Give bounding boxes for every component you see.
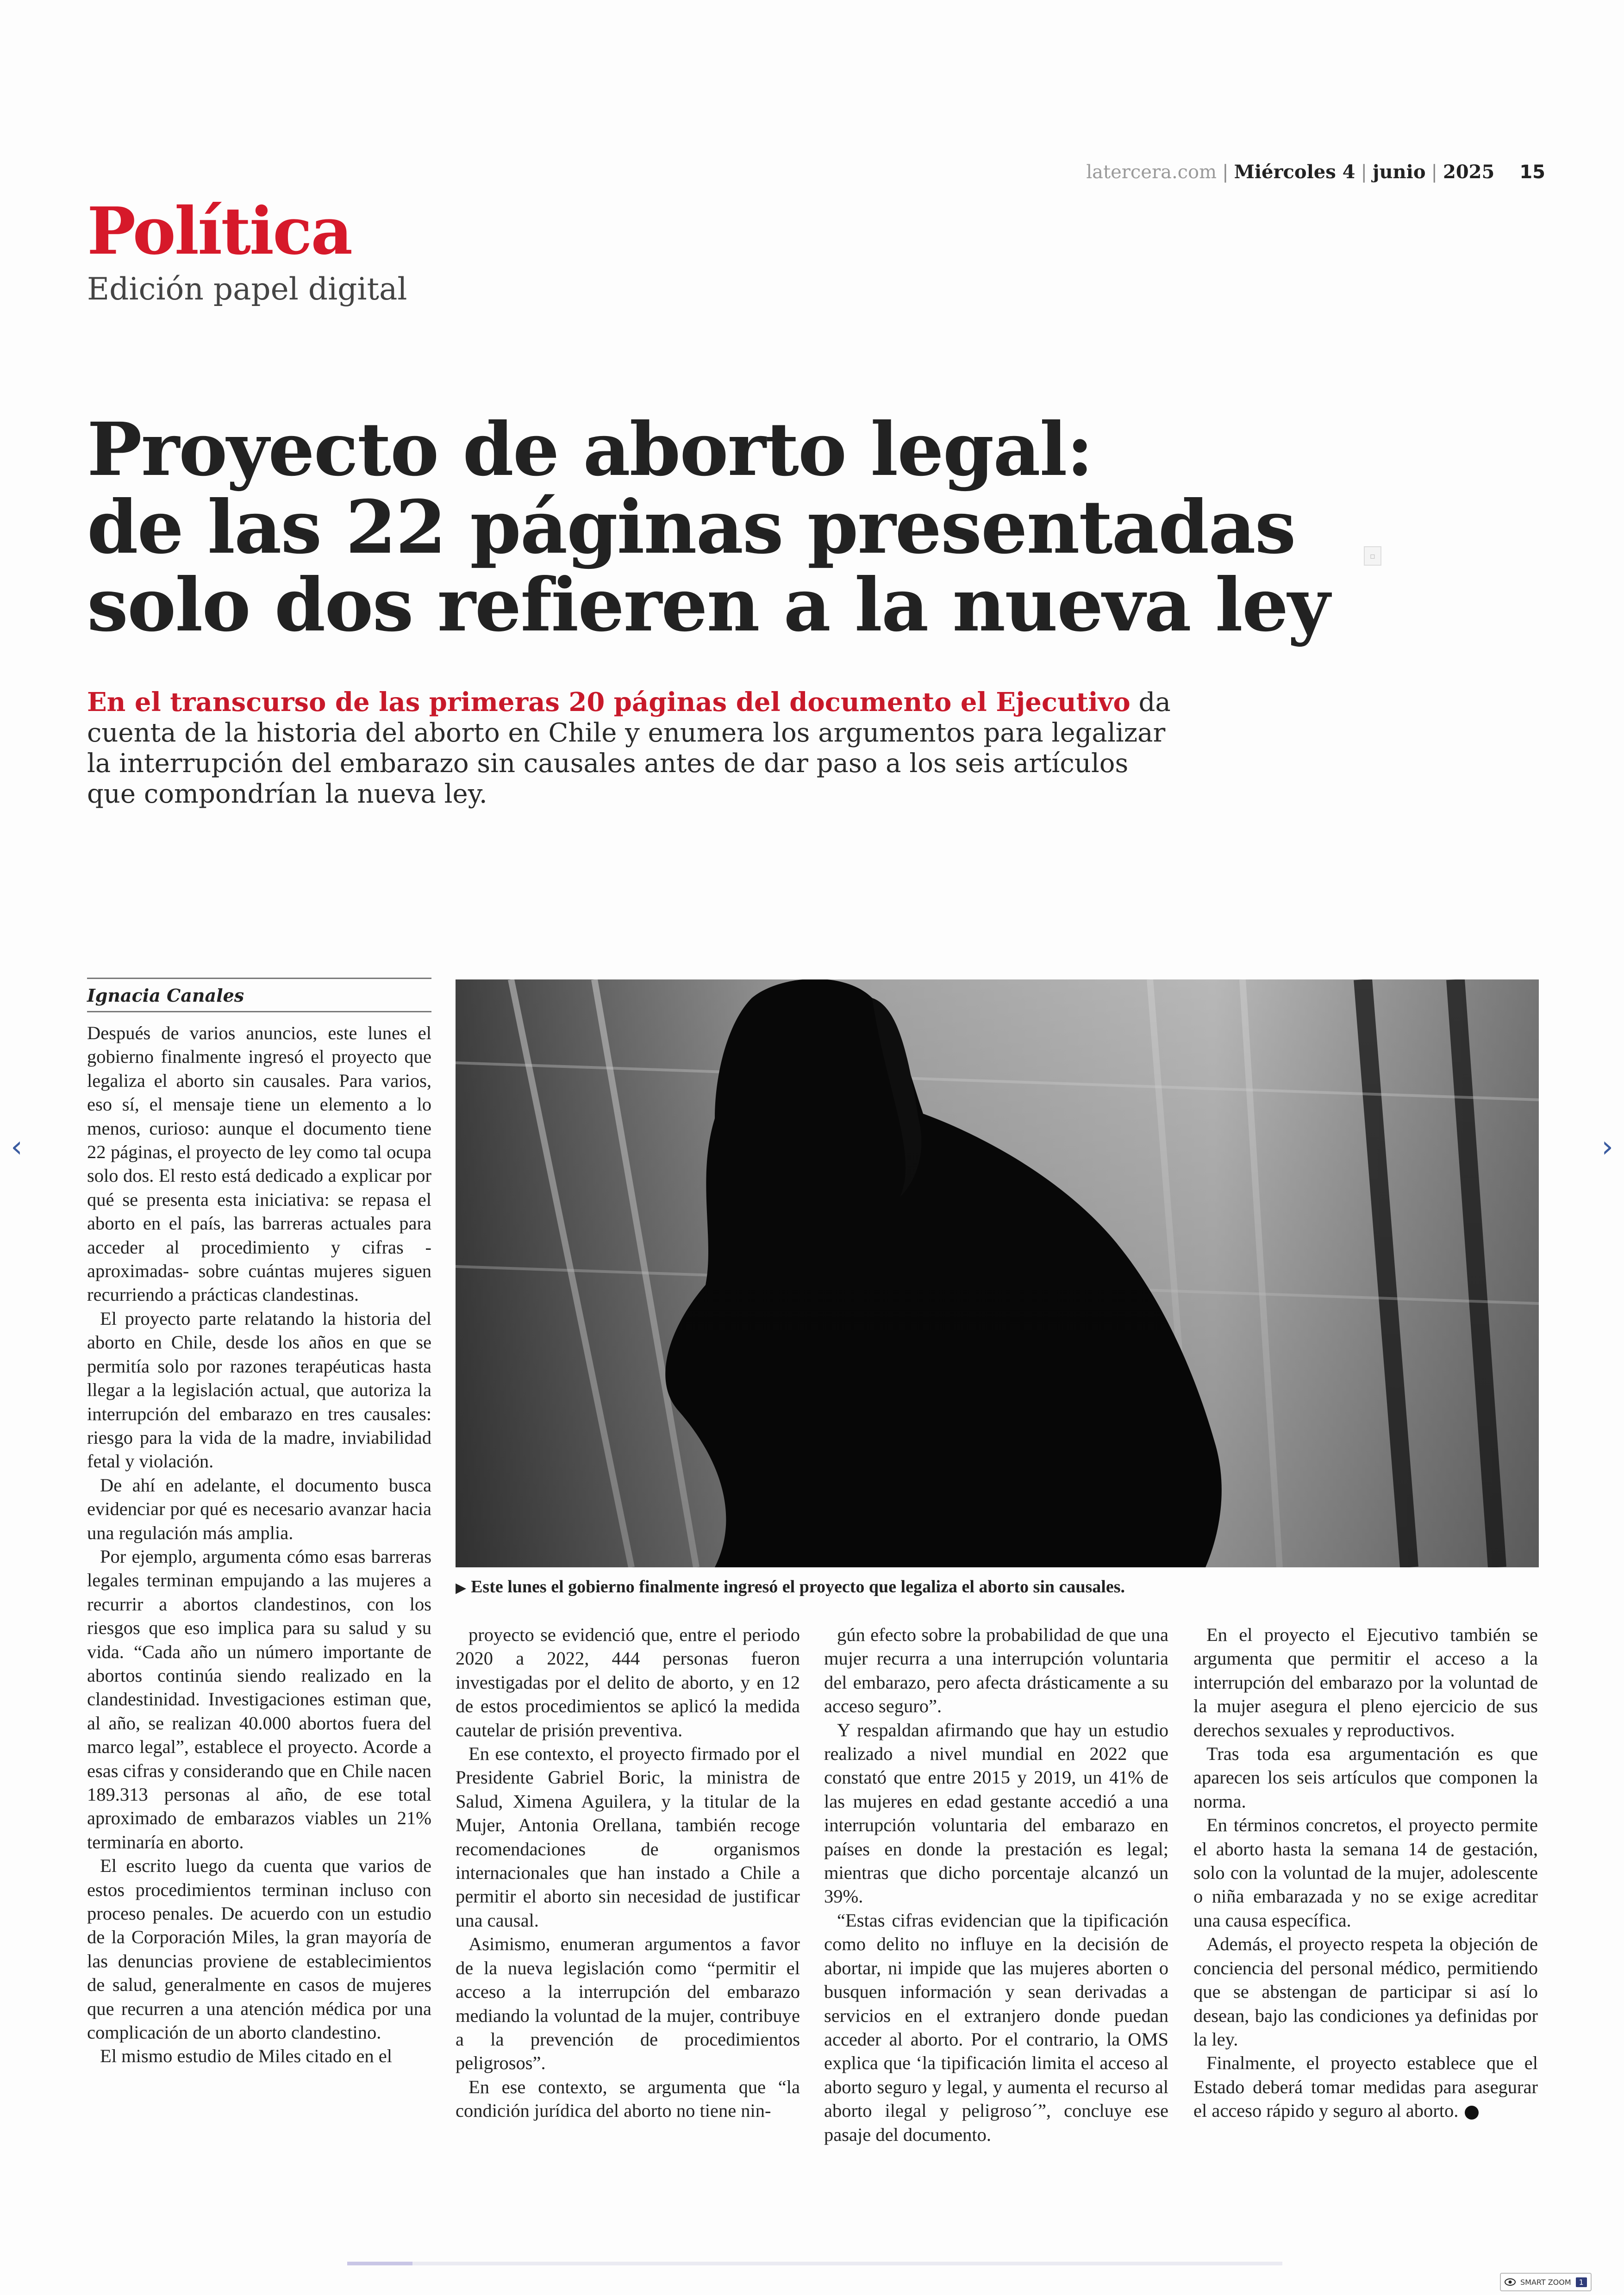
issue-header [1086,161,1545,183]
byline-rule-bottom [87,1011,431,1012]
byline: Ignacia Canales [87,985,244,1006]
eye-icon [1505,2278,1516,2286]
body-paragraph: El proyecto parte relatando la historia del aborto en Chile, desde los años en que se permitía solo por razones terapéuticas hasta llegar a la legislación actual, que autoriza la interrupción del embarazo en tres causales: riesgo para la vida de la madre, inviabilidad fetal y violación. [87,1308,431,1472]
body-paragraph: El mismo estudio de Miles citado en el [100,2046,393,2067]
page-number: 15 [1519,162,1545,183]
smart-zoom-button[interactable] [1500,2273,1592,2291]
body-column-2 [456,1623,800,2123]
lead-highlight: En el transcurso de las primeras 20 páginas del documento el Ejecutivo [87,687,1131,717]
byline-rule-top [87,978,431,979]
body-paragraph: En ese contexto, el proyecto firmado por el Presidente Gabriel Boric, la ministra de Salud, Ximena Aguilera, y la titular de la Mujer, Antonia Orellana, también recoge recomendaciones de organismos internacionales que han instado a Chile a permitir el aborto sin necesidad de justificar una causal. [456,1743,800,1931]
photo-caption [456,1577,1539,1597]
headline-line: Proyecto de aborto legal: [87,407,1093,493]
body-paragraph: Además, el proyecto respeta la objeción de conciencia del personal médico, permitiendo que se abstengan de participar si así lo desean, bajo las condiciones ya definidas por la ley. [1193,1933,1538,2050]
body-paragraph: gún efecto sobre la probabilidad de que una mujer recurra a una interrupción voluntaria del embarazo, pero afecta drásticamente a su acceso seguro”. [824,1624,1168,1717]
issue-date-month: junio [1373,161,1426,183]
body-paragraph: Finalmente, el proyecto establece que el Estado deberá tomar medidas para asegurar el acceso rápido y seguro al aborto. [1193,2052,1538,2121]
lead-text: da cuenta de la historia del aborto en Chile y enumera los argumentos para legalizar la interrupción del embarazo sin causales antes de dar paso a los seis artículos que compondrían la nueva ley. [87,687,1171,809]
end-of-article-icon [1465,2106,1479,2120]
article-photo[interactable] [456,979,1539,1567]
body-column-4 [1193,1623,1538,2123]
site-name[interactable]: latercera.com [1086,162,1217,183]
issue-date-day: Miércoles 4 [1234,161,1355,183]
separator: | [1361,162,1367,183]
section-title: Política [87,193,352,269]
smart-zoom-label: SMART ZOOM [1520,2277,1571,2287]
body-paragraph: En ese contexto, se argumenta que “la condición jurídica del aborto no tiene nin- [456,2076,800,2121]
body-paragraph: En el proyecto el Ejecutivo también se argumenta que permitir el acceso a la interrupción del embarazo por la voluntad de la mujer asegura el pleno ejercicio de sus derechos sexuales y reproductivos. [1193,1624,1538,1740]
section-subtitle: Edición papel digital [87,271,407,307]
caption-text: Este lunes el gobierno finalmente ingresó el proyecto que legaliza el aborto sin causales. [471,1577,1125,1597]
separator: | [1431,162,1437,183]
headline [87,407,1383,648]
previous-page-icon[interactable]: ‹ [11,1130,23,1164]
body-paragraph: proyecto se evidenció que, entre el periodo 2020 a 2022, 444 personas fueron investigadas por el delito de aborto, y en 12 de estos procedimientos se aplicó la medida cautelar de prisión preventiva. [456,1624,800,1740]
body-paragraph: En términos concretos, el proyecto permite el aborto hasta la semana 14 de gestación, solo con la voluntad de la mujer, adolescente o niña embarazada y no se exige acreditar una causa específica. [1193,1815,1538,1931]
lead-paragraph [87,687,1180,810]
body-paragraph: El escrito luego da cuenta que varios de estos procedimientos terminan incluso con proceso penales. De acuerdo con un estudio de la Corporación Miles, la gran mayoría de las denuncias proviene de establecimientos de salud, generalmente en casos de mujeres que recurren a una atención médica por una complicación de un aborto clandestino. [87,1855,431,2043]
body-paragraph: Después de varios anuncios, este lunes el gobierno finalmente ingresó el proyecto que legaliza el aborto sin causales. Para varios, eso sí, el mensaje tiene un elemento a lo menos, curioso: aunque el documento tiene 22 páginas, el proyecto de ley como tal ocupa solo dos. El resto está dedicado a explicar por qué se presenta esta iniciativa: se repasa el aborto en el país, las barreras actuales para acceder al procedimiento y cifras -aproximadas- sobre cuántas mujeres siguen recurriendo a prácticas clandestinas. [87,1023,431,1305]
body-paragraph: “Estas cifras evidencian que la tipificación como delito no influye en la decisión de abortar, ni impide que las mujeres aborten o busquen información y sean derivadas a servicios en el extranjero donde puedan acceder al aborto. Por el contrario, la OMS explica que ‘la tipificación limita el acceso al aborto seguro y legal, y aumenta el recurso al aborto ilegal y peligroso´”, concluye ese pasaje del documento. [824,1909,1168,2145]
headline-line: solo dos refieren a la nueva ley [87,562,1330,648]
page-scroll-thumb[interactable] [347,2262,412,2265]
body-paragraph: Asimismo, enumeran argumentos a favor de la nueva legislación como “permitir el acceso a la interrupción del embarazo mediando la voluntad de la mujer, contribuye a la prevención de procedimientos peligrosos”. [456,1933,800,2074]
body-column-1 [87,1021,431,2068]
body-column-3 [824,1623,1168,2146]
page-scroll-track[interactable] [347,2262,1282,2265]
image-placeholder-icon: ▫ [1364,546,1381,566]
body-paragraph: Tras toda esa argumentación es que aparecen los seis artículos que componen la norma. [1193,1743,1538,1812]
silhouette-photo-graphic [456,979,1539,1567]
caption-marker-icon: ▶ [456,1580,467,1596]
next-page-icon[interactable]: › [1601,1130,1613,1164]
issue-date-year: 2025 [1443,161,1495,183]
body-paragraph: Por ejemplo, argumenta cómo esas barreras legales terminan empujando a las mujeres a recurrir a abortos clandestinos, con los riesgos que eso implica para su salud y su vida. “Cada año un número importante de abortos continúa siendo realizado en la clandestinidad. Investigaciones estiman que, al año, se realizan 40.000 abortos fuera del marco legal”, establece el proyecto. Acorde a esas cifras y considerando que en Chile nacen 189.313 personas al año, de ese total aproximado de embarazos viables un 21% terminaría en aborto. [87,1546,431,1852]
separator: | [1222,162,1229,183]
body-paragraph: De ahí en adelante, el documento busca evidenciar por qué es necesario avanzar hacia una regulación más amplia. [87,1474,431,1543]
body-paragraph: Y respaldan afirmando que hay un estudio realizado a nivel mundial en 2022 que constató que entre 2015 y 2019, un 41% de las mujeres en edad gestante accedió a una interrupción voluntaria del embarazo en países en donde la prestación es legal; mientras que dicho porcentaje alcanzó un 39%. [824,1719,1168,1907]
smart-zoom-badge: 1 [1576,2277,1587,2287]
headline-line: de las 22 páginas presentadas [87,485,1295,570]
